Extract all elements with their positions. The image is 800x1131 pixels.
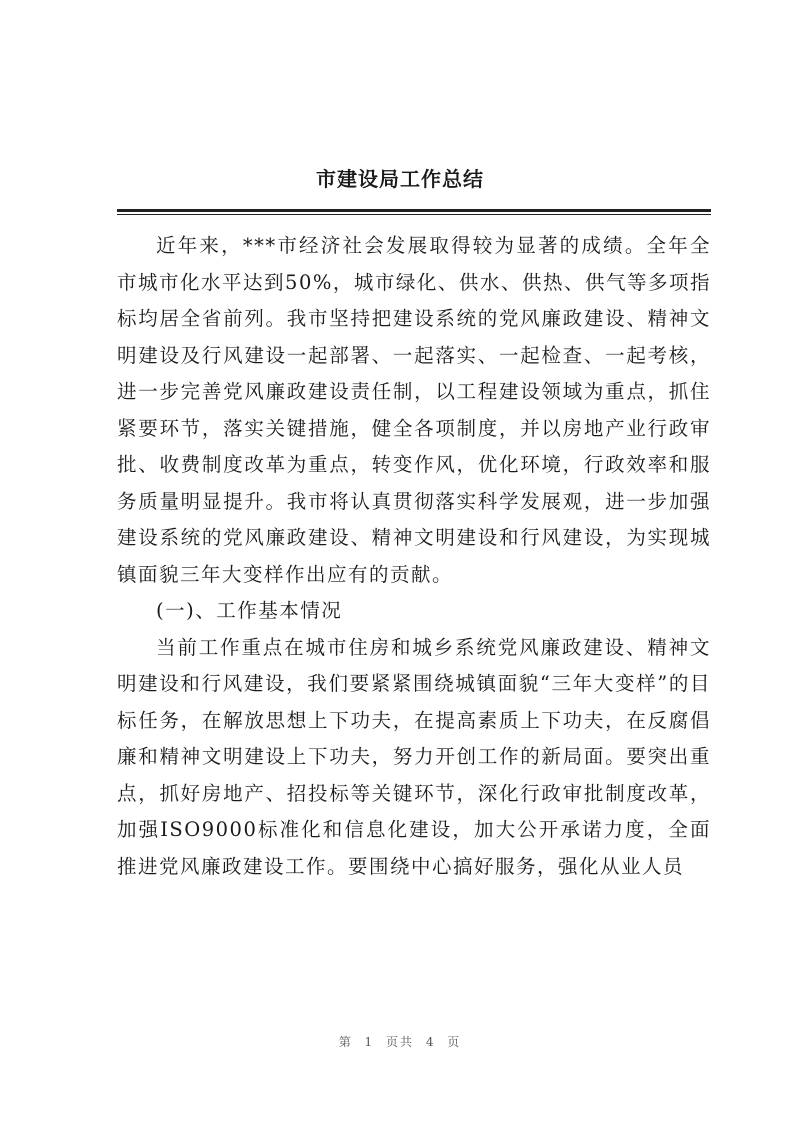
page-footer: 第 1 页共 4 页	[338, 1035, 462, 1049]
paragraph-intro: 近年来，***市经济社会发展取得较为显著的成绩。全年全市城市化水平达到50%，城市绿化、供水、供热、供气等多项指标均居全省前列。我市坚持把建设系统的党风廉政建设、精神文明建设及行风建设一起部署、一起落实、一起检查、一起考核，进一步完善党风廉政建设责任制，以工程建设领域为重点，抓住紧要环节，落实关键措施，健全各项制度，并以房地产业行政审批、收费制度改革为重点，转变作风，优化环境，行政效率和服务质量明显提升。我市将认真贯彻落实科学发展观，进一步加强建设系统的党风廉政建设、精神文明建设和行风建设，为实现城镇面貌三年大变样作出应有的贡献。	[117, 234, 711, 586]
title-rule-thin	[117, 214, 711, 215]
document-title: 市建设局工作总结	[316, 167, 484, 191]
section-heading: (一)、工作基本情况	[156, 599, 343, 622]
document-body	[117, 228, 711, 885]
title-rule-thick	[117, 209, 711, 212]
paragraph-work-status: 当前工作重点在城市住房和城乡系统党风廉政建设、精神文明建设和行风建设，我们要紧紧围绕城镇面貌“三年大变样”的目标任务，在解放思想上下功夫，在提高素质上下功夫，在反腐倡廉和精神文明建设上下功夫，努力开创工作的新局面。要突出重点，抓好房地产、招投标等关键环节，深化行政审批制度改革，加强ISO9000标准化和信息化建设，加大公开承诺力度，全面推进党风廉政建设工作。要围绕中心搞好服务，强化从业人员	[117, 635, 711, 878]
